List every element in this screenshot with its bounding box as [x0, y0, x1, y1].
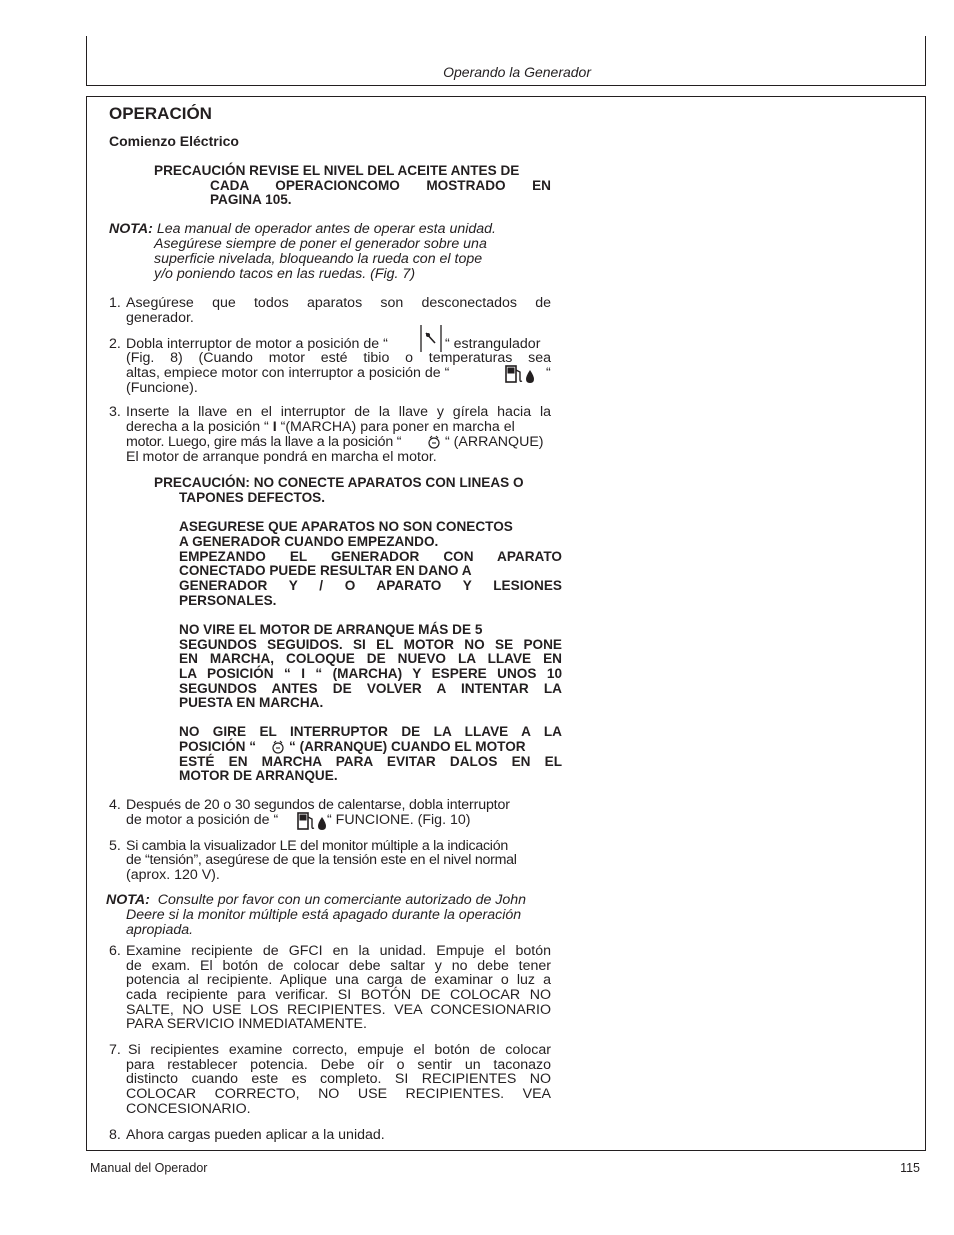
step5-line1: Si cambia la visualizador LE del monitor múltiple a la indicación: [126, 838, 508, 854]
caution-p3-line5: SEGUNDOS ANTES DE VOLVER A INTENTAR LA: [179, 681, 562, 696]
step-number: 2.: [109, 336, 121, 352]
step-number: 7.: [109, 1042, 121, 1058]
step2-line1b: “ estrangulador: [445, 336, 541, 352]
step-number: 6.: [109, 943, 121, 959]
caution-p3-line3: EN MARCHA, COLOQUE DE NUEVO LA LLAVE EN: [179, 651, 562, 666]
step3-line4: El motor de arranque pondrá en marcha el motor.: [126, 449, 437, 465]
step4-line2a: de motor a posición de “: [126, 812, 279, 828]
step3-line2: [126, 420, 515, 435]
note-dealer-line2: Deere si la monitor múltiple está apagado durante la operación: [126, 907, 522, 923]
step7-line3: distincto cuando este es completo. SI RECIPIENTES NO: [126, 1071, 551, 1087]
section-title: OPERACIÓN: [109, 104, 212, 123]
caution-p4-line2b: “ (ARRANQUE) CUANDO EL MOTOR: [289, 739, 526, 754]
step2-line3b: “: [546, 365, 551, 381]
step-number: 5.: [109, 838, 121, 854]
choke-icon: [419, 325, 443, 352]
step3-line2a: derecha a la posición “: [126, 419, 269, 435]
step2-line2: (Fig. 8) (Cuando motor esté tibio o temperaturas sea: [126, 350, 551, 366]
step4-line1: Después de 20 o 30 segundos de calentarse, dobla interruptor: [126, 797, 510, 813]
caution-appliances-line1: PRECAUCIÓN: NO CONECTE APARATOS CON LINEAS O: [154, 475, 524, 490]
step1-line2: generador.: [126, 310, 194, 326]
note-read-manual-line2: Asegúrese siempre de poner el generador sobre una: [154, 236, 487, 252]
step5-line3: (aprox. 120 V).: [126, 867, 220, 883]
caution-p4-line3: ESTÉ EN MARCHA PARA EVITAR DALOS EN EL: [179, 754, 562, 769]
fuel-run-icon: [296, 810, 328, 832]
page-number: 115: [900, 1161, 920, 1175]
step6-line1: Examine recipiente de GFCI en la unidad. Empuje el botón: [126, 943, 551, 959]
note-text: Lea manual de operador antes de operar esta unidad.: [156, 221, 496, 237]
step-number: 8.: [109, 1127, 121, 1143]
note-dealer-line1: [106, 893, 526, 908]
step2-line1a: Dobla interruptor de motor a posición de “: [126, 336, 388, 352]
start-key-icon: [271, 740, 285, 754]
caution-p3-line1: NO VIRE EL MOTOR DE ARRANQUE MÁS DE 5: [179, 622, 483, 637]
step3-line3b: “ (ARRANQUE): [445, 434, 544, 450]
caution-oil-line1: PRECAUCIÓN REVISE EL NIVEL DEL ACEITE ANTES DE: [154, 163, 520, 178]
step-number: 4.: [109, 797, 121, 813]
step-number: 1.: [109, 295, 121, 311]
note-read-manual-line1: [109, 222, 496, 237]
caution-p3-line2: SEGUNDOS SEGUIDOS. SI EL MOTOR NO SE PONE: [179, 637, 562, 652]
caution-p4-line1: NO GIRE EL INTERRUPTOR DE LA LLAVE A LA: [179, 724, 562, 739]
step3-line3a: motor. Luego, gire más la llave a la posición “: [126, 434, 402, 450]
step4-line2b: “ FUNCIONE. (Fig. 10): [327, 812, 471, 828]
note-read-manual-line4: y/o poniendo tacos en las ruedas. (Fig. 7): [154, 266, 416, 282]
step7-line2: para restablecer potencia. Debe oír o sentir un taconazo: [126, 1057, 551, 1073]
step6-line3: potencia al recipiente. Aplique una carga de examinar o luz a: [126, 972, 551, 988]
step6-line6: PARA SERVICIO INMEDIATAMENTE.: [126, 1016, 367, 1032]
step3-line2c: “(MARCHA) para poner en marcha el: [280, 419, 515, 435]
step3-line2b: I: [272, 419, 277, 435]
step8-line1: Ahora cargas pueden aplicar a la unidad.: [126, 1127, 385, 1143]
step7-line5: CONCESIONARIO.: [126, 1101, 251, 1117]
caution-p2-line4: CONECTADO PUEDE RESULTAR EN DANO A: [179, 563, 472, 578]
step7-line4: COLOCAR CORRECTO, NO USE RECIPIENTES. VEA: [126, 1086, 551, 1102]
step2-line4: (Funcione).: [126, 380, 198, 396]
note-read-manual-line3: superficie nivelada, bloqueando la rueda con el tope: [154, 251, 483, 267]
caution-p2-line3: EMPEZANDO EL GENERADOR CON APARATO: [179, 549, 562, 564]
caution-p4-line4: MOTOR DE ARRANQUE.: [179, 768, 338, 783]
step7-line1: Si recipientes examine correcto, empuje el botón de colocar: [128, 1042, 551, 1058]
note-label: NOTA:: [106, 892, 150, 908]
caution-p2-line1: ASEGURESE QUE APARATOS NO SON CONECTOS: [179, 519, 513, 534]
step3-line1: Inserte la llave en el interruptor de la llave y gírela hacia la: [126, 404, 551, 420]
fuel-run-icon: [504, 363, 536, 385]
note-dealer-line3: apropiada.: [126, 922, 194, 938]
subheading: Comienzo Eléctrico: [109, 133, 239, 149]
caution-p4-line2a: POSICIÓN “: [179, 739, 257, 754]
start-key-icon: [427, 435, 441, 449]
note-text: Consulte por favor con un comerciante autorizado de John: [157, 892, 527, 908]
header-title: Operando la Generador: [443, 64, 591, 80]
caution-oil-line2: CADA OPERACIONCOMO MOSTRADO EN: [210, 178, 551, 193]
step5-line2: de “tensión”, asegúrese de que la tensión este en el nivel normal: [126, 852, 517, 868]
caution-p3-line6: PUESTA EN MARCHA.: [179, 695, 324, 710]
step-number: 3.: [109, 404, 121, 420]
step1-line1: Asegúrese que todos aparatos son desconectados de: [126, 295, 551, 311]
caution-p3-line4: LA POSICIÓN “ I “ (MARCHA) Y ESPERE UNOS 10: [179, 666, 562, 681]
note-label: NOTA:: [109, 221, 153, 237]
step2-line3a: altas, empiece motor con interruptor a posición de “: [126, 365, 450, 381]
step6-line5: SALTE, NO USE LOS RECIPIENTES. VEA CONCESIONARIO: [126, 1002, 551, 1018]
caution-oil-line3: PAGINA 105.: [210, 192, 292, 207]
caution-p2-line2: A GENERADOR CUANDO EMPEZANDO.: [179, 534, 439, 549]
footer-manual-title: Manual del Operador: [90, 1161, 208, 1175]
caution-p2-line5: GENERADOR Y / O APARATO Y LESIONES: [179, 578, 562, 593]
step6-line4: cada recipiente para verificar. SI BOTÓN DE COLOCAR NO: [126, 987, 551, 1003]
caution-appliances-line2: TAPONES DEFECTOS.: [179, 490, 326, 505]
caution-p2-line6: PERSONALES.: [179, 593, 277, 608]
step6-line2: de exam. El botón de colocar debe saltar y no debe tener: [126, 958, 551, 974]
